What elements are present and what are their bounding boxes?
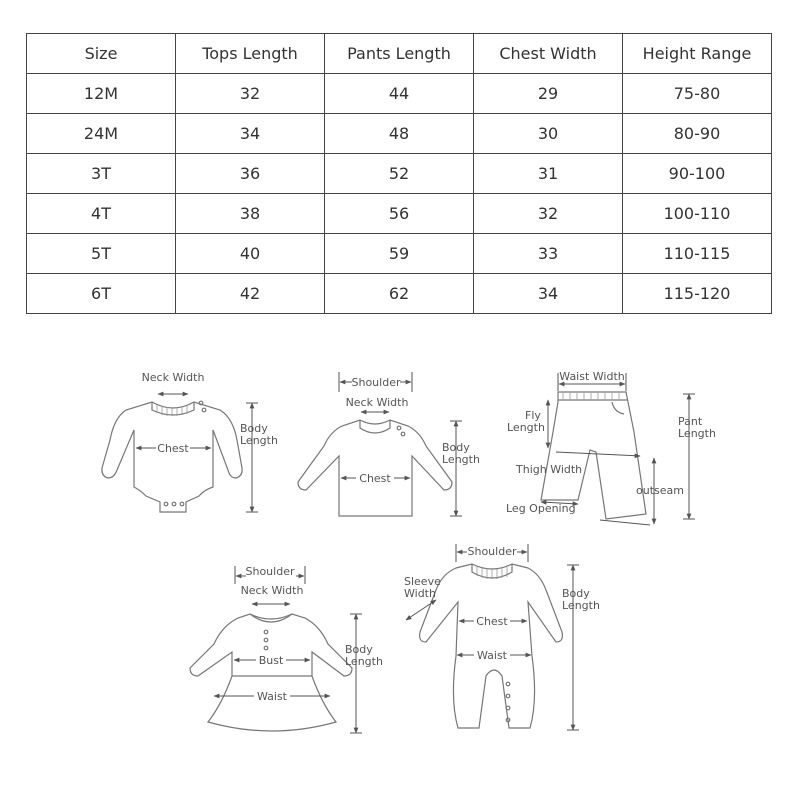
cell-size: 24M: [27, 114, 176, 154]
dress-outline: [190, 614, 352, 731]
top-length-label: Length: [442, 453, 480, 466]
cell-chest-width: 31: [474, 154, 623, 194]
bodysuit-body-label: Body: [240, 422, 268, 435]
top-chest-label: Chest: [359, 472, 391, 485]
top-outline: [298, 420, 452, 516]
cell-tops-length: 40: [176, 234, 325, 274]
cell-chest-width: 30: [474, 114, 623, 154]
cell-chest-width: 33: [474, 234, 623, 274]
dress-neck-width-label: Neck Width: [240, 584, 304, 597]
header-size: Size: [27, 34, 176, 74]
cell-chest-width: 34: [474, 274, 623, 314]
top-diagram: [298, 372, 480, 516]
cell-tops-length: 36: [176, 154, 325, 194]
romper-diagram: [404, 544, 600, 730]
cell-height-range: 115-120: [623, 274, 772, 314]
top-body-label: Body: [442, 441, 470, 454]
cell-tops-length: 42: [176, 274, 325, 314]
cell-chest-width: 29: [474, 74, 623, 114]
romper-waist-label: Waist: [476, 649, 508, 662]
header-tops-length: Tops Length: [176, 34, 325, 74]
cell-height-range: 80-90: [623, 114, 772, 154]
dress-waist-label: Waist: [256, 690, 288, 703]
cell-height-range: 110-115: [623, 234, 772, 274]
cell-pants-length: 59: [325, 234, 474, 274]
top-neck-width-label: Neck Width: [345, 396, 409, 409]
pants-waist-width-label: Waist Width: [559, 370, 625, 383]
cell-size: 4T: [27, 194, 176, 234]
bodysuit-neck-width-label: Neck Width: [141, 371, 205, 384]
cell-size: 5T: [27, 234, 176, 274]
cell-pants-length: 52: [325, 154, 474, 194]
pants-fly-length-label: Length: [507, 421, 545, 434]
pants-thigh-width-label: Thigh Width: [516, 463, 583, 476]
cell-tops-length: 34: [176, 114, 325, 154]
pants-pant-length-label: Length: [678, 427, 716, 440]
dress-bust-label: Bust: [258, 654, 284, 667]
header-pants-length: Pants Length: [325, 34, 474, 74]
romper-width-label: Width: [404, 587, 436, 600]
dress-body-label: Body: [345, 643, 373, 656]
top-shoulder-label: Shoulder: [351, 376, 401, 389]
romper-chest-label: Chest: [476, 615, 508, 628]
pants-outseam-label: outseam: [636, 484, 684, 497]
cell-size: 3T: [27, 154, 176, 194]
cell-tops-length: 38: [176, 194, 325, 234]
pants-pant-label: Pant: [678, 415, 703, 428]
romper-body-label: Body: [562, 587, 590, 600]
pants-leg-opening-label: Leg Opening: [506, 502, 576, 515]
dress-diagram: [190, 565, 383, 733]
pants-fly-label: Fly: [525, 409, 541, 422]
header-height-range: Height Range: [623, 34, 772, 74]
cell-pants-length: 44: [325, 74, 474, 114]
cell-height-range: 75-80: [623, 74, 772, 114]
cell-pants-length: 56: [325, 194, 474, 234]
cell-pants-length: 62: [325, 274, 474, 314]
bodysuit-outline: [102, 402, 242, 512]
romper-outline: [420, 564, 563, 728]
cell-height-range: 100-110: [623, 194, 772, 234]
cell-tops-length: 32: [176, 74, 325, 114]
bodysuit-length-label: Length: [240, 434, 278, 447]
romper-sleeve-label: Sleeve: [404, 575, 441, 588]
cell-pants-length: 48: [325, 114, 474, 154]
header-chest-width: Chest Width: [474, 34, 623, 74]
romper-length-label: Length: [562, 599, 600, 612]
bodysuit-diagram: [102, 371, 278, 512]
pants-diagram: [506, 370, 716, 525]
cell-size: 12M: [27, 74, 176, 114]
dress-length-label: Length: [345, 655, 383, 668]
cell-height-range: 90-100: [623, 154, 772, 194]
cell-size: 6T: [27, 274, 176, 314]
cell-chest-width: 32: [474, 194, 623, 234]
romper-shoulder-label: Shoulder: [467, 545, 517, 558]
bodysuit-chest-label: Chest: [157, 442, 189, 455]
dress-shoulder-label: Shoulder: [245, 565, 295, 578]
